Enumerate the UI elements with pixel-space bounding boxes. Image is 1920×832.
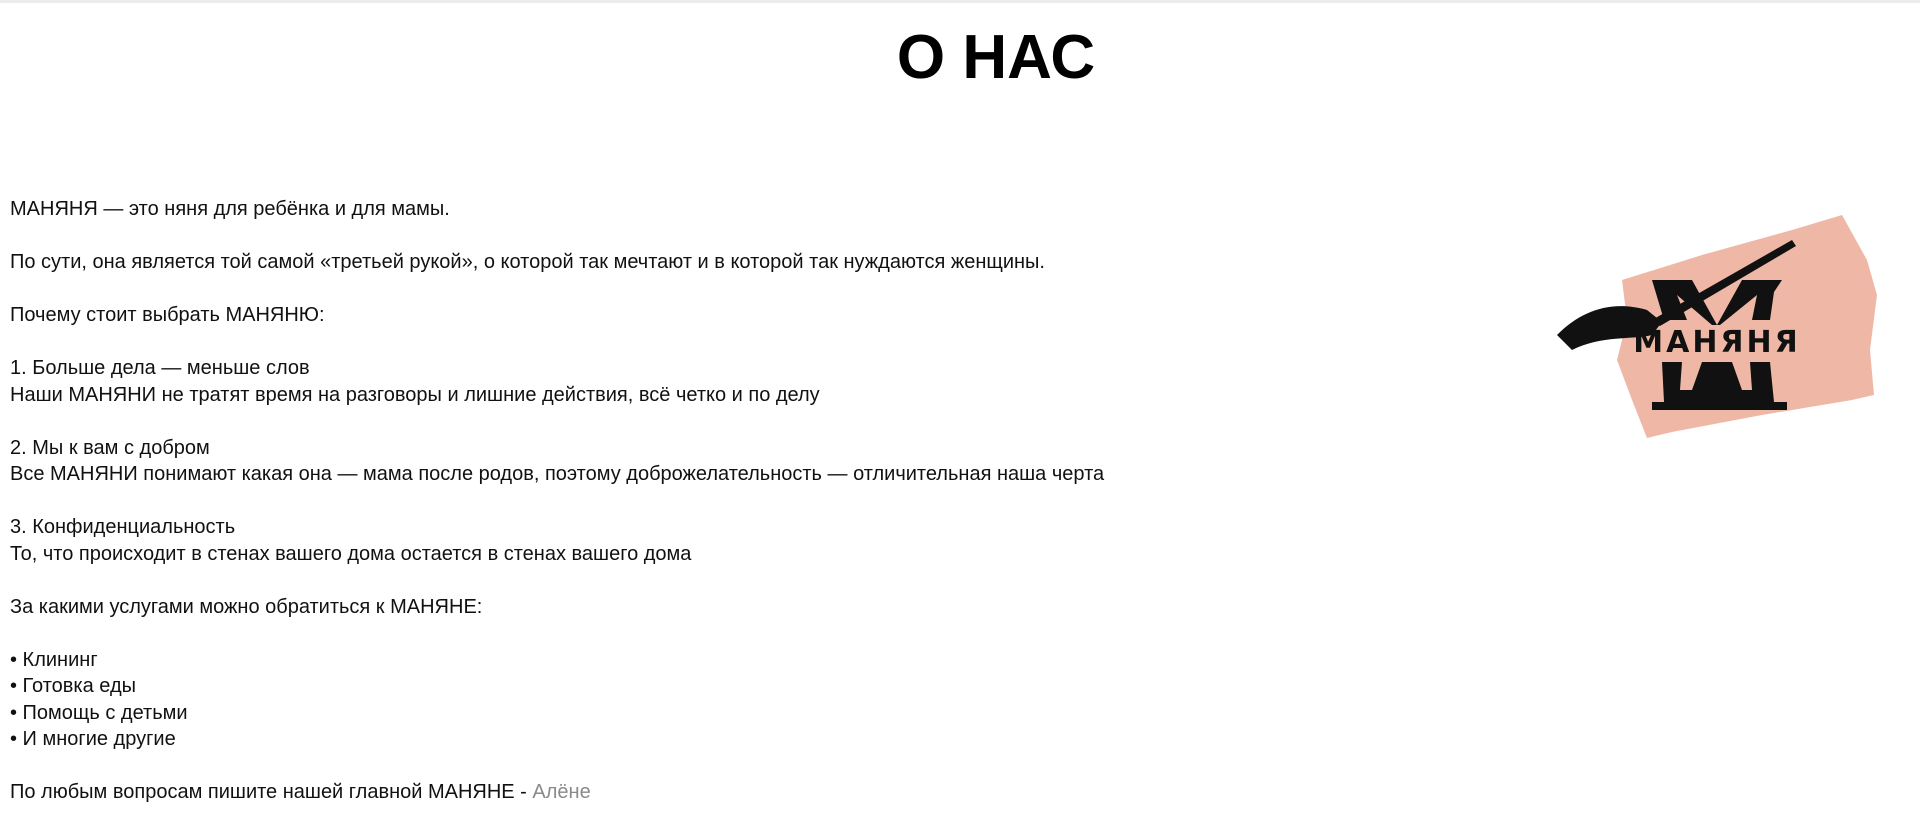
service-item: • Клининг bbox=[10, 648, 98, 671]
reason-title: 2. Мы к вам с добром bbox=[10, 436, 210, 459]
services-heading: За какими услугами можно обратиться к МАНЯНЕ: bbox=[10, 595, 483, 618]
contact-link-alena[interactable]: Алёне bbox=[532, 781, 591, 803]
reason-item bbox=[10, 355, 1104, 408]
contact-line bbox=[10, 779, 1104, 806]
contact-text: По любым вопросам пишите нашей главной МАНЯНЕ - bbox=[10, 781, 533, 803]
service-item: • И многие другие bbox=[10, 728, 176, 750]
top-divider bbox=[0, 0, 1920, 3]
about-content bbox=[10, 196, 1104, 832]
reason-text: Наши МАНЯНИ не тратят время на разговоры и лишние действия, всё четко и по делу bbox=[10, 383, 820, 406]
essence-text: По сути, она является той самой «третьей рукой», о которой так мечтают и в которой так нуждаются женщины. bbox=[10, 251, 1045, 273]
reason-title: 3. Конфиденциальность bbox=[10, 516, 236, 538]
service-item: • Помощь с детьми bbox=[10, 701, 188, 724]
intro-text: МАНЯНЯ — это няня для ребёнка и для мамы. bbox=[10, 198, 450, 220]
manyanya-logo bbox=[1552, 200, 1882, 445]
reason-item bbox=[10, 435, 1104, 488]
logo-text: МАНЯНЯ bbox=[1633, 325, 1801, 360]
reason-item bbox=[10, 514, 1104, 567]
reason-title: 1. Больше дела — меньше слов bbox=[10, 357, 310, 379]
reason-text: Все МАНЯНИ понимают какая она — мама после родов, поэтому доброжелательность — отличительная наша черта bbox=[10, 463, 1105, 485]
why-heading: Почему стоит выбрать МАНЯНЮ: bbox=[10, 304, 325, 326]
services-list bbox=[10, 647, 1104, 753]
reason-text: То, что происходит в стенах вашего дома остается в стенах вашего дома bbox=[10, 542, 692, 565]
service-item: • Готовка еды bbox=[10, 675, 137, 697]
page-title: О НАС bbox=[896, 23, 1096, 92]
